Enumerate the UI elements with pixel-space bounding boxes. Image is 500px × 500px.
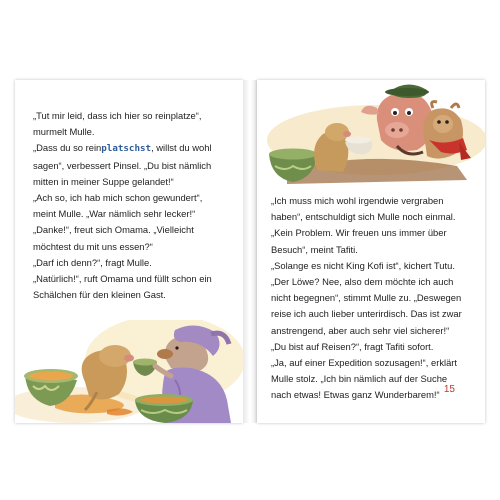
text-line: nicht begegnen“, stimmt Mulle zu. „Deswegen (271, 292, 462, 304)
text-line: Schälchen für den kleinen Gast. (33, 289, 166, 301)
text-line: haben“, entschuldigt sich Mulle noch einmal. (271, 211, 456, 223)
text-line: „Danke!“, freut sich Omama. „Vielleicht (33, 224, 194, 236)
text-line: „Darf ich denn?“, fragt Mulle. (33, 256, 152, 268)
text-fragment: , willst du wohl (151, 142, 212, 154)
text-line: „Ich muss mich wohl irgendwie vergraben (271, 195, 444, 206)
right-page-text (271, 193, 481, 404)
text-line: Besuch“, meint Tafiti. (271, 243, 358, 255)
text-line: „Natürlich!“, ruft Omama und füllt schon ein (33, 273, 212, 285)
text-line: „Tut mir leid, dass ich hier so reinplatze“, (33, 110, 202, 121)
emphasized-word: platschst (101, 143, 152, 155)
page-number: 15 (443, 384, 455, 395)
text-line: Mulle stolz. „Ich bin nämlich auf der Suche (271, 373, 448, 385)
right-page (257, 80, 485, 423)
text-line: murmelt Mulle. (33, 126, 95, 138)
text-line: anstrengend, aber auch sehr viel sicherer!“ (271, 324, 450, 336)
text-line: „Ach so, ich hab mich schon gewundert“, (33, 192, 203, 204)
left-page (15, 80, 243, 423)
text-line (33, 140, 238, 157)
illustration-omama-serving-mulle (15, 320, 243, 423)
text-line: „Der Löwe? Nee, also dem möchte ich auch (271, 276, 454, 288)
text-line: „Ja, auf einer Expedition sozusagen!“, erklärt (271, 357, 458, 369)
text-line: sagen“, verbessert Pinsel. „Du bist nämlich (33, 159, 212, 171)
left-page-text (33, 108, 238, 303)
book-gutter (243, 80, 257, 423)
text-line: reise ich auch lieber unterirdisch. Das ist zwar (271, 308, 462, 320)
text-line: nach etwas! Etwas ganz Wunderbarem!“ (271, 389, 440, 401)
text-line: meint Mulle. „War nämlich sehr lecker!“ (33, 208, 196, 220)
text-line: „Kein Problem. Wir freuen uns immer über (271, 227, 447, 239)
text-line: „Du bist auf Reisen?“, fragt Tafiti sofort. (271, 340, 434, 352)
text-line: mitten in meiner Suppe gelandet!“ (33, 175, 174, 187)
text-fragment: „Dass du so rein (33, 142, 102, 154)
text-line: „Solange es nicht King Kofi ist“, kichert Tutu. (271, 259, 455, 271)
text-line: möchtest du mit uns essen?“ (33, 240, 153, 252)
illustration-tafiti-and-friends (257, 80, 485, 188)
